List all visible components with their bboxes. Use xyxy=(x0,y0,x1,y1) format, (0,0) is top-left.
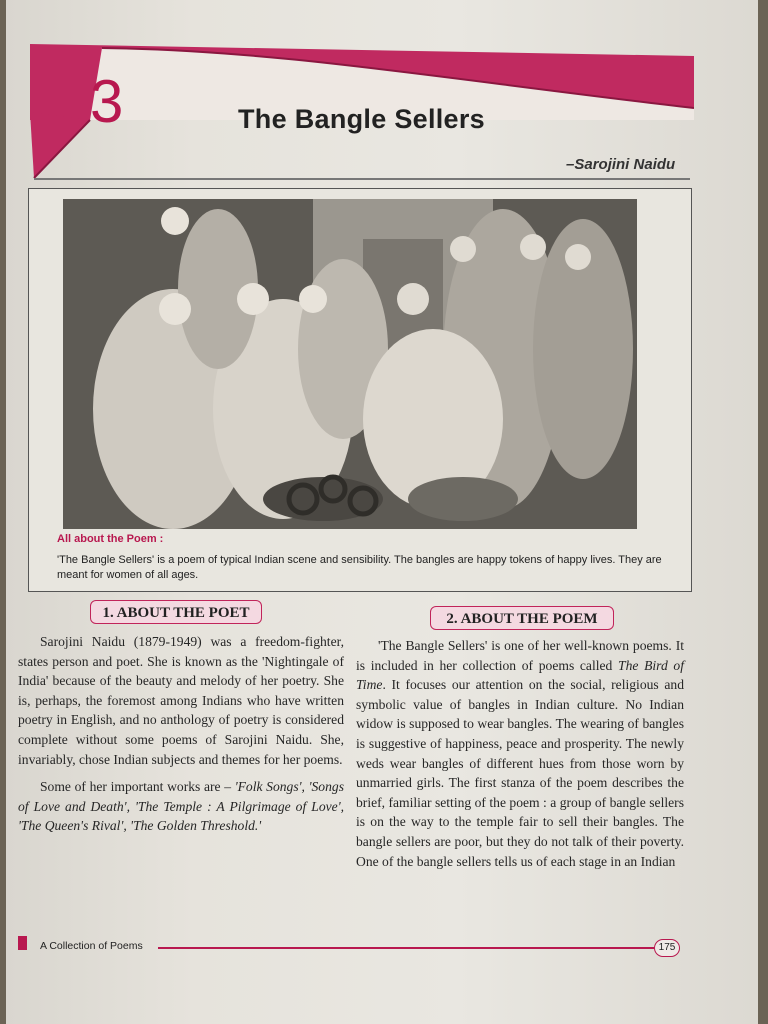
about-the-poet-heading: 1. ABOUT THE POET xyxy=(90,600,262,624)
poem-text-part2: . It focuses our attention on the social, religious and symbolic value of bangles in Indian culture. No Indian widow is supposed to wear bangles. The wearing of bangles is suggestive of happiness, peace and prosperity. The newly weds wear bangles of different hues from those worn by unmarried girls. The first stanza of the poem describes the brief, familiar setting of the poem : a group of bangle sellers is on the way to the temple fair to sell their bangles. The bangle sellers are poor, but they do not talk of their poverty. One of the bangle sellers tells us of each stage in an Indian xyxy=(356,677,684,869)
poet-works-list: 'Folk Songs', 'Songs of Love and Death', 'The Temple : A Pilgrimage of Love', 'The Queen's Rival', 'The Golden Threshold.' xyxy=(18,779,344,834)
caption-title: All about the Poem : xyxy=(57,533,164,545)
chapter-title: The Bangle Sellers xyxy=(238,104,485,134)
footer-rule xyxy=(158,947,654,949)
chapter-number: 3 xyxy=(90,68,124,135)
textbook-page xyxy=(6,0,758,1024)
footer-book-title: A Collection of Poems xyxy=(40,940,143,952)
bangle-sellers-illustration xyxy=(63,199,637,529)
about-the-poem-column xyxy=(356,636,684,871)
poet-paragraph-1: Sarojini Naidu (1879-1949) was a freedom-fighter, states person and poet. She is known as the 'Nightingale of India' because of the beauty and melody of her poetry. She is, perhaps, the foremost among Indians who have written poetry in English, and no anthology of poetry is considered complete without some poems of Sarojini Naidu. She, invariably, chose Indian subjects and themes for her poems. xyxy=(18,634,344,767)
page-number: 175 xyxy=(654,939,680,957)
poet-works-lead: Some of her important works are – xyxy=(40,779,235,795)
about-the-poet-column xyxy=(18,632,344,836)
header-divider xyxy=(34,178,690,180)
poem-paragraph xyxy=(356,636,684,871)
poet-paragraph-2 xyxy=(18,777,344,836)
poem-text-part1: 'The Bangle Sellers' is one of her well-known poems. It is included in her collection of poems called xyxy=(356,638,684,673)
figure-box xyxy=(28,188,692,592)
caption-text: 'The Bangle Sellers' is a poem of typical Indian scene and sensibility. The bangles are happy tokens of happy lives. They are meant for women of all ages. xyxy=(57,554,662,581)
about-the-poem-heading: 2. ABOUT THE POEM xyxy=(430,606,614,630)
footer-marker xyxy=(18,936,27,950)
poem-collection-title: The Bird of Time xyxy=(356,657,684,693)
author-name: –Sarojini Naidu xyxy=(566,156,676,173)
